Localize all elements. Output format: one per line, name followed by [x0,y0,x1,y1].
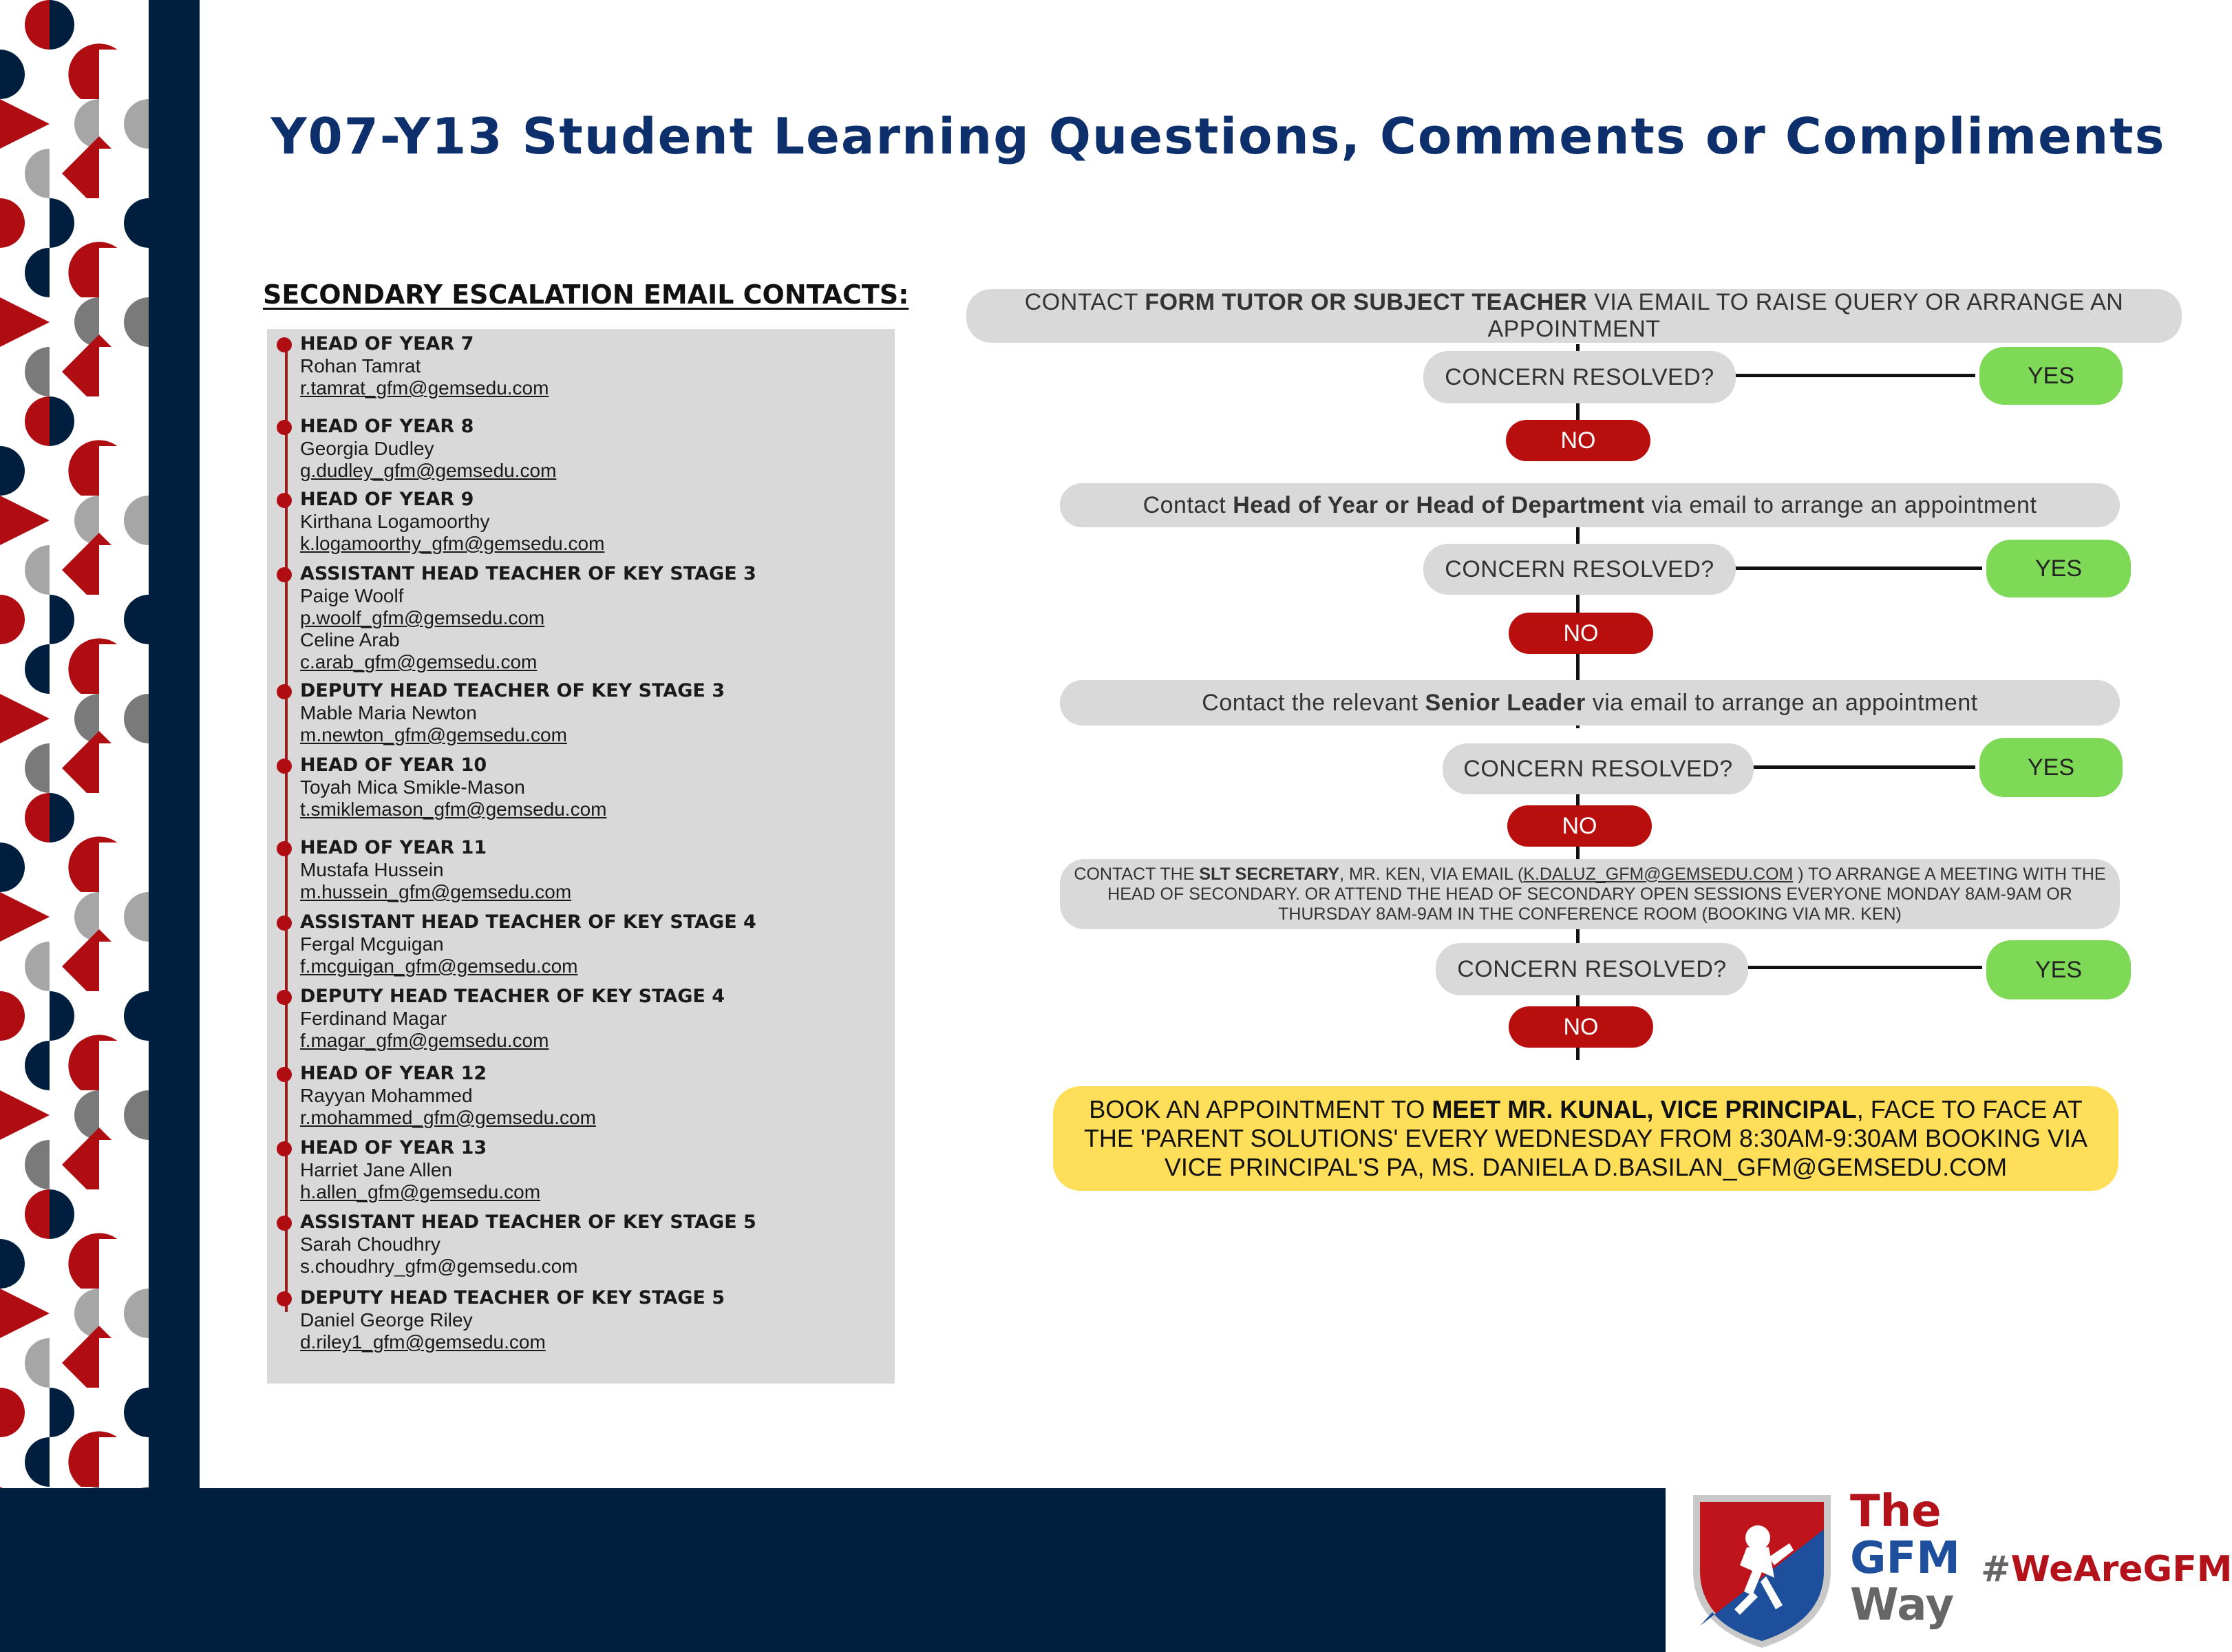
timeline-dot-icon [277,759,292,774]
page-title: Y07-Y13 Student Learning Questions, Comments or Compliments [270,107,2166,166]
hashtag-we-are-gfm: #WeAreGFM [1981,1549,2232,1590]
contact-role: HEAD OF YEAR 8 [300,416,474,437]
contact-name: Rayyan Mohammed [300,1085,473,1106]
contact-entry [300,563,892,673]
timeline-dot-icon [277,567,292,582]
timeline-dot-icon [277,915,292,931]
contact-entry [300,837,892,903]
contacts-heading: SECONDARY ESCALATION EMAIL CONTACTS: [263,279,909,310]
contact-entry [300,333,892,399]
contact-email-link[interactable]: f.mcguigan_gfm@gemsedu.com [300,955,578,977]
contact-role: HEAD OF YEAR 11 [300,837,487,858]
contact-email-link[interactable]: g.dudley_gfm@gemsedu.com [300,460,557,481]
connector-line [1741,966,1982,969]
brand-logo-area [1666,1486,2232,1652]
contacts-timeline-line [285,341,288,1312]
connector-line [1728,374,1975,377]
contact-name: Celine Arab [300,629,400,650]
contact-name: Fergal Mcguigan [300,933,444,955]
school-crest-icon [1686,1488,1838,1651]
contact-name: Mable Maria Newton [300,702,477,723]
contact-entry [300,489,892,555]
contact-role: ASSISTANT HEAD TEACHER OF KEY STAGE 4 [300,911,756,933]
connector-line [1728,566,1982,570]
contact-role: ASSISTANT HEAD TEACHER OF KEY STAGE 3 [300,563,756,584]
contact-entry [300,416,892,482]
no-badge-1: NO [1506,420,1650,461]
contact-name: Sarah Choudhry [300,1233,440,1255]
contact-role: DEPUTY HEAD TEACHER OF KEY STAGE 5 [300,1287,725,1309]
contact-role: HEAD OF YEAR 12 [300,1063,487,1084]
contact-entry [300,1137,892,1203]
no-badge-4: NO [1509,1006,1653,1048]
decorative-pattern-strip [0,0,200,1652]
yes-badge-3: YES [1979,738,2123,797]
contact-role: HEAD OF YEAR 9 [300,489,474,510]
contact-email-link[interactable]: k.logamoorthy_gfm@gemsedu.com [300,533,605,554]
contact-name: Daniel George Riley [300,1309,473,1331]
yes-badge-4: YES [1986,940,2131,999]
contact-email-link[interactable]: m.hussein_gfm@gemsedu.com [300,881,572,902]
timeline-dot-icon [277,1291,292,1306]
contact-email-link[interactable]: r.mohammed_gfm@gemsedu.com [300,1107,596,1128]
contact-entry [300,1063,892,1129]
contact-email-link[interactable]: p.woolf_gfm@gemsedu.com [300,607,545,628]
contact-entry [300,1211,892,1278]
step-contact-form-tutor: CONTACT FORM TUTOR OR SUBJECT TEACHER VIA EMAIL TO RAISE QUERY OR ARRANGE AN APPOINTMENT [966,289,2182,343]
contact-entry [300,986,892,1052]
slt-secretary-email-link[interactable]: K.DALUZ_GFM@GEMSEDU.COM [1523,864,1794,884]
contact-email-link[interactable]: m.newton_gfm@gemsedu.com [300,724,567,745]
brand-wordmark: The GFM Way [1850,1486,1960,1631]
final-step-meet-vice-principal: BOOK AN APPOINTMENT TO MEET MR. KUNAL, VICE PRINCIPAL, FACE TO FACE AT THE 'PARENT SOLUTIONS' EVERY WEDNESDAY FROM 8:30AM-9:30AM BOOKING VIA VICE PRINCIPAL'S PA, MS. DANIELA D.BASILAN_GFM@GEMSEDU.COM [1053,1086,2118,1191]
contact-name: Kirthana Logamoorthy [300,511,490,532]
contact-email-link[interactable]: c.arab_gfm@gemsedu.com [300,651,538,673]
contact-name: Harriet Jane Allen [300,1159,453,1180]
timeline-dot-icon [277,493,292,508]
timeline-dot-icon [277,841,292,856]
contact-name: Toyah Mica Smikle-Mason [300,776,525,798]
question-concern-resolved-3: CONCERN RESOLVED? [1443,743,1754,794]
step-contact-slt-secretary: CONTACT THE SLT SECRETARY, MR. KEN, VIA EMAIL (K.DALUZ_GFM@GEMSEDU.COM ) TO ARRANGE A MEETING WITH THE HEAD OF SECONDARY. OR ATTEND THE HEAD OF SECONDARY OPEN SESSIONS EVERYONE MONDAY 8AM-9AM OR THURSDAY 8AM-9AM IN THE CONFERENCE ROOM (BOOKING VIA MR. KEN) [1060,859,2120,929]
contact-name: Mustafa Hussein [300,859,444,880]
contact-role: HEAD OF YEAR 7 [300,333,474,354]
contact-entry [300,680,892,746]
step-contact-senior-leader: Contact the relevant Senior Leader via email to arrange an appointment [1060,680,2120,726]
no-badge-2: NO [1509,613,1653,654]
contact-role: HEAD OF YEAR 13 [300,1137,487,1158]
contact-role: HEAD OF YEAR 10 [300,754,487,776]
contact-email-link[interactable]: h.allen_gfm@gemsedu.com [300,1181,541,1203]
contact-role: DEPUTY HEAD TEACHER OF KEY STAGE 3 [300,680,725,701]
timeline-dot-icon [277,420,292,435]
contact-email-link[interactable]: s.choudhry_gfm@gemsedu.com [300,1256,578,1277]
step-contact-head-of-year: Contact Head of Year or Head of Department via email to arrange an appointment [1060,483,2120,527]
timeline-dot-icon [277,684,292,699]
contact-email-link[interactable]: r.tamrat_gfm@gemsedu.com [300,377,549,399]
contact-entry [300,754,892,820]
contact-name: Georgia Dudley [300,438,434,459]
footer-band [0,1488,1666,1652]
timeline-dot-icon [277,1216,292,1231]
contact-name: Ferdinand Magar [300,1008,447,1029]
yes-badge-1: YES [1979,347,2123,405]
no-badge-3: NO [1507,805,1652,847]
contact-name: Rohan Tamrat [300,355,421,377]
timeline-dot-icon [277,1141,292,1156]
yes-badge-2: YES [1986,540,2131,597]
contact-role: ASSISTANT HEAD TEACHER OF KEY STAGE 5 [300,1211,756,1233]
contact-entry [300,1287,892,1353]
contact-role: DEPUTY HEAD TEACHER OF KEY STAGE 4 [300,986,725,1007]
timeline-dot-icon [277,337,292,352]
question-concern-resolved-4: CONCERN RESOLVED? [1436,943,1748,995]
contact-email-link[interactable]: f.magar_gfm@gemsedu.com [300,1030,549,1051]
question-concern-resolved-1: CONCERN RESOLVED? [1423,351,1736,403]
connector-line [1748,765,1975,769]
timeline-dot-icon [277,1067,292,1082]
contact-entry [300,911,892,977]
contact-name: Paige Woolf [300,585,404,606]
contact-email-link[interactable]: d.riley1_gfm@gemsedu.com [300,1331,546,1353]
contact-email-link[interactable]: t.smiklemason_gfm@gemsedu.com [300,798,607,820]
timeline-dot-icon [277,990,292,1005]
question-concern-resolved-2: CONCERN RESOLVED? [1423,544,1736,595]
